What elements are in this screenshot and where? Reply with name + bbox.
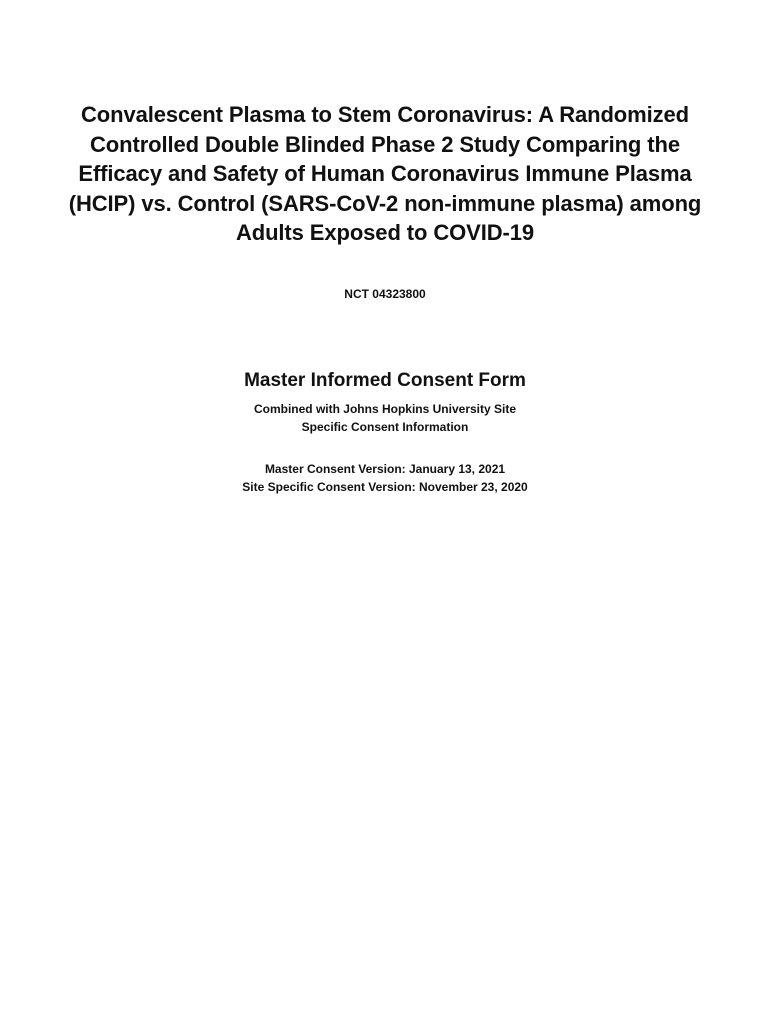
master-consent-version: Master Consent Version: January 13, 2021: [264, 462, 506, 476]
form-subtitle-line: Combined with Johns Hopkins University Site: [253, 402, 517, 416]
study-title-line: Adults Exposed to COVID-19: [235, 220, 535, 245]
study-title-line: (HCIP) vs. Control (SARS-CoV-2 non-immune plasma) among: [68, 190, 702, 216]
version-info: [0, 460, 770, 496]
study-title-line: Efficacy and Safety of Human Coronavirus Immune Plasma: [78, 161, 692, 186]
form-subtitle: [0, 400, 770, 436]
nct-number: NCT 04323800: [344, 287, 426, 301]
study-title-line: Controlled Double Blinded Phase 2 Study Comparing the: [90, 131, 680, 157]
form-title: Master Informed Consent Form: [244, 370, 526, 391]
study-title-line: Convalescent Plasma to Stem Coronavirus: A Randomized: [81, 102, 689, 127]
form-subtitle-line: Specific Consent Information: [301, 420, 469, 434]
study-title: [40, 100, 730, 248]
site-consent-version: Site Specific Consent Version: November 23, 2020: [242, 480, 528, 494]
